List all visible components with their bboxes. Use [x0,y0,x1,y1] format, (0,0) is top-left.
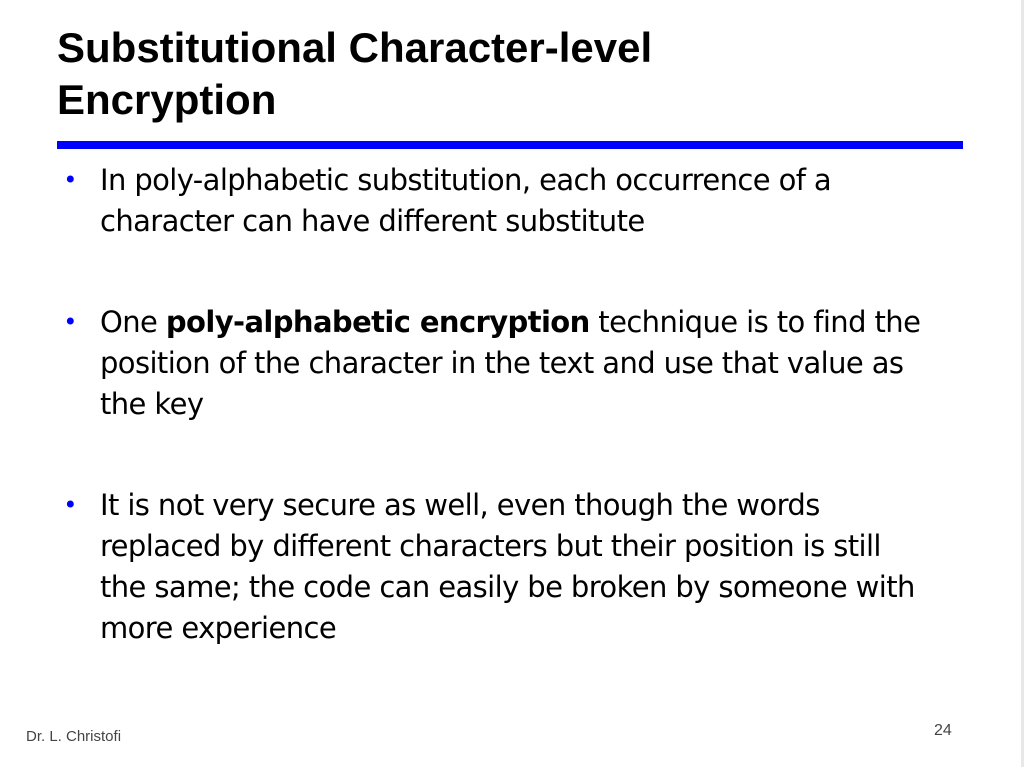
bullet-list [60,160,930,649]
bullet-item-1 [60,160,930,242]
bullet-dot-icon: • [63,308,77,336]
title-line-2: Encryption [57,76,277,123]
bullet-dot-icon: • [63,491,77,519]
bullet-text-suffix: technique is to find the position of the character in the text and use that value as the key [100,305,921,421]
footer-author: Dr. L. Christofi [26,728,122,745]
page-number: 24 [934,722,952,739]
bullet-text: In poly-alphabetic substitution, each occurrence of a character can have different substitute [100,163,832,238]
bullet-text: It is not very secure as well, even though the words replaced by different characters but their position is still the same; the code can easily be broken by someone with more experience [100,488,915,645]
bullet-item-3 [60,485,930,649]
bullet-item-2 [60,302,930,425]
bullet-dot-icon: • [63,166,77,194]
bullet-text-prefix: One [100,305,166,339]
bullet-text-emphasis: poly-alphabetic encryption [165,305,590,339]
slide-title [57,22,957,126]
title-underline-rule [57,141,963,149]
title-line-1: Substitutional Character-level [57,24,653,71]
